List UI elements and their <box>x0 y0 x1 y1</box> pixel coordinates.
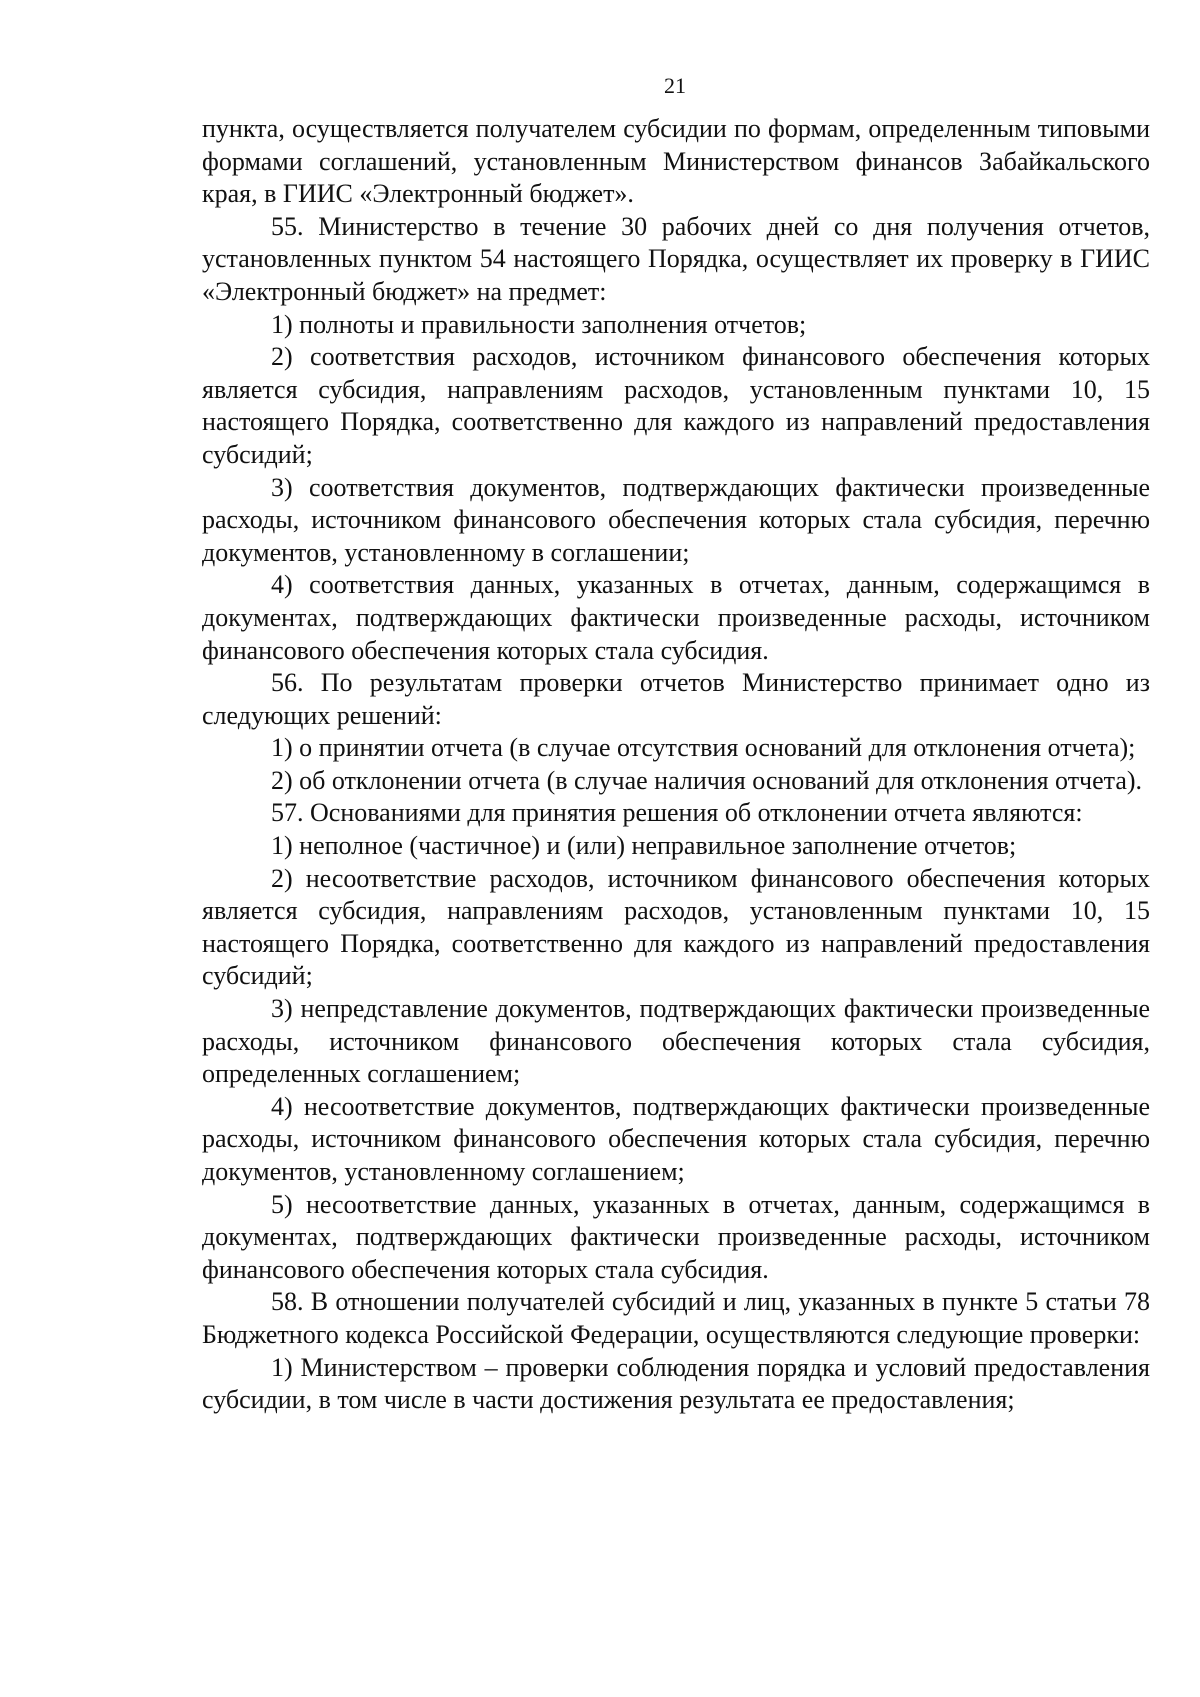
paragraph-58: 58. В отношении получателей субсидий и лиц, указанных в пункте 5 статьи 78 Бюджетного кодекса Российской Федерации, осуществляются следующие проверки: <box>202 1287 1150 1349</box>
page-number: 21 <box>664 73 686 98</box>
paragraph-57-item-2: 2) несоответствие расходов, источником финансового обеспечения которых является субсидия, направлениям расходов, установленным пунктами 10, 15 настоящего Порядка, соответственно для каждого из направлений предоставления субсидий; <box>202 863 1150 991</box>
paragraph-57-item-4: 4) несоответствие документов, подтверждающих фактически произведенные расходы, источником финансового обеспечения которых стала субсидия, перечню документов, установленному соглашением; <box>202 1091 1150 1186</box>
paragraph-57-item-1: 1) неполное (частичное) и (или) неправильное заполнение отчетов; <box>271 831 1017 861</box>
paragraph-57-item-5: 5) несоответствие данных, указанных в отчетах, данным, содержащимся в документах, подтверждающих фактически произведенные расходы, источником финансового обеспечения которых стала субсидия. <box>202 1189 1150 1284</box>
paragraph-55-item-3: 3) соответствия документов, подтверждающих фактически произведенные расходы, источником финансового обеспечения которых стала субсидия, перечню документов, установленному в соглашении; <box>202 472 1150 567</box>
paragraph-55: 55. Министерство в течение 30 рабочих дней со дня получения отчетов, установленных пунктом 54 настоящего Порядка, осуществляет их проверку в ГИИС «Электронный бюджет» на предмет: <box>202 211 1150 306</box>
paragraph-56-item-1: 1) о принятии отчета (в случае отсутствия оснований для отклонения отчета); <box>271 733 1136 763</box>
paragraph-55-item-4: 4) соответствия данных, указанных в отчетах, данным, содержащимся в документах, подтверждающих фактически произведенные расходы, источником финансового обеспечения которых стала субсидия. <box>202 570 1150 665</box>
paragraph-56-item-2: 2) об отклонении отчета (в случае наличия оснований для отклонения отчета). <box>271 765 1143 795</box>
document-body <box>202 113 1150 1417</box>
paragraph-57-item-3: 3) непредставление документов, подтверждающих фактически произведенные расходы, источником финансового обеспечения которых стала субсидия, определенных соглашением; <box>202 994 1150 1089</box>
paragraph-continuation: пункта, осуществляется получателем субсидии по формам, определенным типовыми формами соглашений, установленным Министерством финансов Забайкальского края, в ГИИС «Электронный бюджет». <box>202 114 1150 209</box>
paragraph-55-item-1: 1) полноты и правильности заполнения отчетов; <box>271 309 807 339</box>
paragraph-55-item-2: 2) соответствия расходов, источником финансового обеспечения которых является субсидия, направлениям расходов, установленным пунктами 10, 15 настоящего Порядка, соответственно для каждого из направлений предоставления субсидий; <box>202 342 1150 469</box>
paragraph-56: 56. По результатам проверки отчетов Министерство принимает одно из следующих решений: <box>202 668 1150 730</box>
paragraph-58-item-1: 1) Министерством – проверки соблюдения порядка и условий предоставления субсидии, в том числе в части достижения результата ее предоставления; <box>202 1352 1150 1415</box>
paragraph-57: 57. Основаниями для принятия решения об отклонении отчета являются: <box>271 798 1083 828</box>
